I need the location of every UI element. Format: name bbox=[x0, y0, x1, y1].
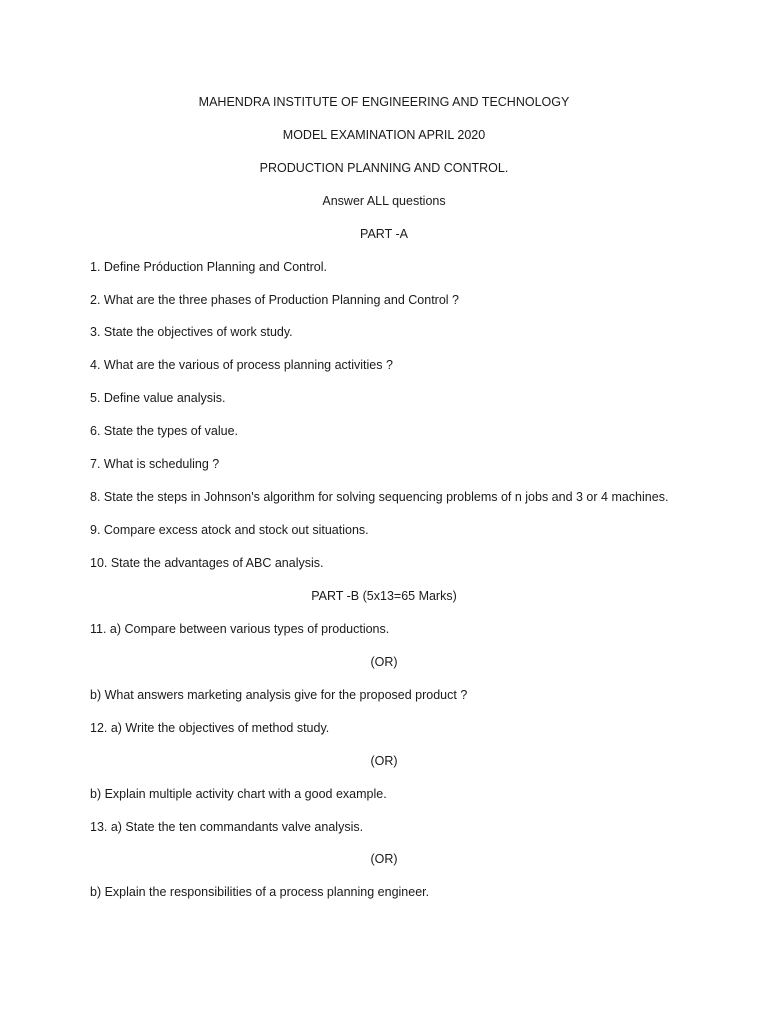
question-12-or: (OR) bbox=[370, 754, 398, 768]
question-7: 7. What is scheduling ? bbox=[90, 457, 220, 471]
question-8: 8. State the steps in Johnson's algorithm for solving sequencing problems of n jobs and 3 or 4 machines. bbox=[90, 490, 669, 504]
exam-title: MODEL EXAMINATION APRIL 2020 bbox=[282, 128, 486, 142]
question-13a: 13. a) State the ten commandants valve analysis. bbox=[90, 820, 364, 834]
question-13b: b) Explain the responsibilities of a process planning engineer. bbox=[90, 885, 430, 899]
question-2: 2. What are the three phases of Production Planning and Control ? bbox=[90, 293, 459, 307]
instruction-text: Answer ALL questions bbox=[322, 194, 446, 208]
part-a-heading: PART -A bbox=[360, 227, 408, 241]
question-10: 10. State the advantages of ABC analysis. bbox=[90, 556, 324, 570]
institute-title: MAHENDRA INSTITUTE OF ENGINEERING AND TECHNOLOGY bbox=[198, 95, 570, 109]
question-12a: 12. a) Write the objectives of method study. bbox=[90, 721, 330, 735]
question-12b: b) Explain multiple activity chart with a good example. bbox=[90, 787, 387, 801]
question-11b: b) What answers marketing analysis give for the proposed product ? bbox=[90, 688, 468, 702]
subject-title: PRODUCTION PLANNING AND CONTROL. bbox=[259, 161, 509, 175]
question-6: 6. State the types of value. bbox=[90, 424, 239, 438]
question-5: 5. Define value analysis. bbox=[90, 391, 226, 405]
part-b-heading: PART -B (5x13=65 Marks) bbox=[311, 589, 457, 603]
question-1: 1. Define Próduction Planning and Control. bbox=[90, 260, 327, 274]
question-4: 4. What are the various of process planning activities ? bbox=[90, 358, 393, 372]
question-9: 9. Compare excess atock and stock out situations. bbox=[90, 523, 369, 537]
question-3: 3. State the objectives of work study. bbox=[90, 325, 293, 339]
question-11-or: (OR) bbox=[370, 655, 398, 669]
question-13-or: (OR) bbox=[370, 852, 398, 866]
question-11a: 11. a) Compare between various types of productions. bbox=[90, 622, 390, 636]
